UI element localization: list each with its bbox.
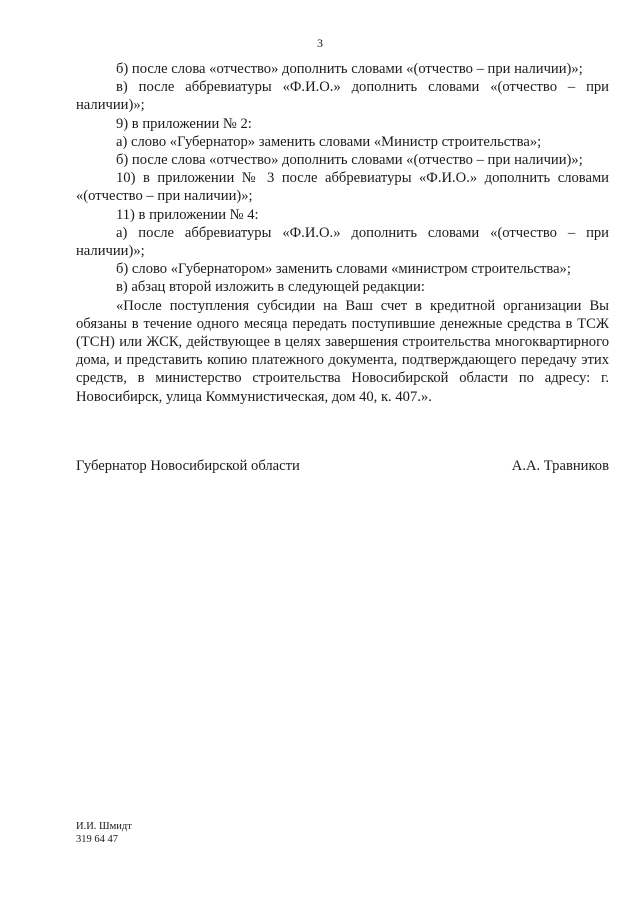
paragraph: а) слово «Губернатор» заменить словами «Министр строительства»;	[116, 133, 542, 150]
signatory-name: А.А. Травников	[511, 458, 609, 474]
document-body	[76, 60, 609, 406]
signature-block	[76, 458, 609, 475]
executor-phone: 319 64 47	[76, 834, 118, 845]
quoted-paragraph: «После поступления субсидии на Ваш счет в кредитной организации Вы обязаны в течение одного месяца передать поступившие денежные средства в ТСЖ (ТСН) или ЖСК, действующее в целях завершения строительства многоквартирного дома, и представить копию платежного документа, подтверждающего передачу этих средств, в министерство строительства Новосибирской области по адресу: г. Новосибирск, улица Коммунистическая, дом 40, к. 407.».	[76, 297, 609, 405]
paragraph: в) после аббревиатуры «Ф.И.О.» дополнить словами «(отчество – при наличии)»;	[76, 79, 609, 114]
paragraph: б) слово «Губернатором» заменить словами «министром строительства»;	[116, 261, 571, 278]
paragraph: а) после аббревиатуры «Ф.И.О.» дополнить словами «(отчество – при наличии)»;	[76, 224, 609, 260]
paragraph: б) после слова «отчество» дополнить словами «(отчество – при наличии)»;	[116, 152, 583, 169]
signatory-position: Губернатор Новосибирской области	[76, 458, 300, 474]
paragraph: в) абзац второй изложить в следующей редакции:	[116, 279, 425, 296]
executor-footer	[76, 820, 132, 846]
paragraph: 10) в приложении № 3 после аббревиатуры «Ф.И.О.» дополнить словами «(отчество – при наличии)»;	[76, 170, 609, 205]
executor-name: И.И. Шмидт	[76, 821, 132, 832]
page-number: 3	[317, 36, 323, 50]
paragraph: 11) в приложении № 4:	[116, 206, 259, 223]
paragraph: 9) в приложении № 2:	[116, 115, 252, 132]
paragraph: б) после слова «отчество» дополнить словами «(отчество – при наличии)»;	[116, 61, 583, 77]
